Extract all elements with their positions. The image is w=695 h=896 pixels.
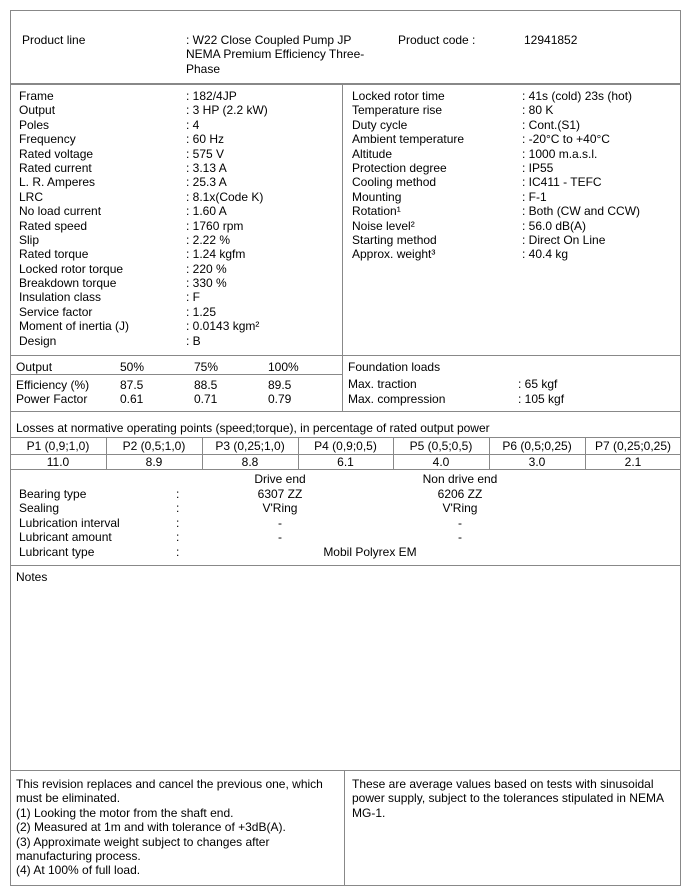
non-drive-end-value: - <box>458 530 462 545</box>
losses-table-top <box>10 437 681 438</box>
spec-label: Approx. weight³ <box>352 247 436 262</box>
spec-label: Rated speed <box>19 218 88 233</box>
bearing-label: Bearing type <box>19 487 87 501</box>
footer-left-notes: This revision replaces and cancel the previous one, which must be eliminated. (1) Looking the motor from the shaft end. (2) Measured at 1m and with tolerance of +3dB(A). (3) Approximate weight subject to changes after manufacturing process. (4) At 100% of full load. <box>16 777 323 878</box>
spec-value: : B <box>186 333 201 348</box>
power-factor-label: Power Factor <box>16 392 88 406</box>
non-drive-end-value: V'Ring <box>442 501 478 516</box>
spec-label: No load current <box>19 204 102 219</box>
spec-value: : 575 V <box>186 146 225 161</box>
spec-label: Mounting <box>352 189 402 204</box>
specs-right-values <box>522 89 640 262</box>
power-factor-75: 0.71 <box>194 392 218 406</box>
product-code-value: 12941852 <box>524 33 578 47</box>
bearing-colon: : <box>176 544 180 559</box>
bearing-colon: : <box>176 487 180 501</box>
spec-value: : 3.13 A <box>186 160 227 175</box>
spec-value: : 220 % <box>186 261 227 276</box>
performance-divider <box>342 355 343 412</box>
loss-point-name: P5 (0,5;0,5) <box>409 439 473 453</box>
spec-label: Service factor <box>19 304 93 319</box>
bearing-colon: : <box>176 501 180 516</box>
specs-left-labels <box>19 89 129 348</box>
spec-label: L. R. Amperes <box>19 175 96 190</box>
loss-point-name: P6 (0,5;0,25) <box>502 439 572 453</box>
spec-value: : 4 <box>186 117 200 132</box>
loss-point-value: 11.0 <box>46 455 70 469</box>
max-traction-value: : 65 kgf <box>518 377 558 391</box>
performance-output-label: Output <box>16 360 53 374</box>
spec-value: : 1.25 <box>186 304 217 319</box>
spec-value: : -20°C to +40°C <box>522 132 610 147</box>
spec-label: Locked rotor torque <box>19 261 124 276</box>
non-drive-end-value: - <box>458 515 462 530</box>
spec-label: Rotation¹ <box>352 204 401 219</box>
spec-label: Protection degree <box>352 160 447 175</box>
max-traction-label: Max. traction <box>348 377 417 391</box>
spec-label: Frame <box>19 89 54 103</box>
foundation-title: Foundation loads <box>348 360 441 374</box>
spec-value: : F <box>186 290 200 305</box>
spec-label: Rated current <box>19 160 92 175</box>
spec-value: : 0.0143 kgm² <box>186 319 260 334</box>
efficiency-label: Efficiency (%) <box>16 378 90 392</box>
performance-col-50: 50% <box>120 360 145 374</box>
loss-point-name: P3 (0,25;1,0) <box>215 439 285 453</box>
efficiency-100: 89.5 <box>268 378 292 392</box>
loss-point-value: 2.1 <box>624 455 642 469</box>
product-line-label: Product line <box>22 33 86 47</box>
spec-label: Breakdown torque <box>19 276 117 291</box>
bearing-label: Lubrication interval <box>19 515 120 530</box>
loss-point-name: P7 (0,25;0,25) <box>594 439 672 453</box>
power-factor-50: 0.61 <box>120 392 144 406</box>
spec-value: : 1.60 A <box>186 204 227 219</box>
product-line-value: : W22 Close Coupled Pump JP NEMA Premium Efficiency Three- Phase <box>186 33 365 76</box>
spec-value: : 40.4 kg <box>522 247 569 262</box>
spec-label: Temperature rise <box>352 103 443 118</box>
spec-label: Locked rotor time <box>352 89 445 103</box>
drive-end-value: - <box>278 530 282 545</box>
loss-point-value: 4.0 <box>432 455 450 469</box>
non-drive-end-value: 6206 ZZ <box>437 487 483 501</box>
loss-point-name: P1 (0,9;1,0) <box>26 439 90 453</box>
drive-end-values <box>220 487 340 545</box>
spec-value: : 8.1x(Code K) <box>186 189 264 204</box>
power-factor-100: 0.79 <box>268 392 292 406</box>
spec-label: Rated torque <box>19 247 89 262</box>
spec-label: LRC <box>19 189 44 204</box>
spec-value: : Cont.(S1) <box>522 117 581 132</box>
spec-value: : 41s (cold) 23s (hot) <box>522 89 633 103</box>
efficiency-75: 88.5 <box>194 378 218 392</box>
max-compression-label: Max. compression <box>348 392 446 406</box>
spec-label: Frequency <box>19 132 76 147</box>
max-compression-value: : 105 kgf <box>518 392 565 406</box>
losses-table-bottom <box>10 469 681 470</box>
lubricant-type-value: Mobil Polyrex EM <box>323 544 417 559</box>
spec-label: Ambient temperature <box>352 132 465 147</box>
spec-value: : 60 Hz <box>186 132 225 147</box>
notes-title: Notes <box>16 570 48 584</box>
spec-value: : 25.3 A <box>186 175 227 190</box>
spec-value: : 80 K <box>522 103 554 118</box>
spec-label: Noise level² <box>352 218 415 233</box>
bearing-label: Sealing <box>19 501 60 516</box>
specs-divider <box>342 84 343 356</box>
footer-divider <box>344 770 345 886</box>
bearing-label: Lubricant amount <box>19 530 112 545</box>
notes-box <box>10 565 681 771</box>
drive-end-value: - <box>278 515 282 530</box>
spec-value: : 56.0 dB(A) <box>522 218 587 233</box>
spec-value: : IP55 <box>522 160 554 175</box>
spec-label: Poles <box>19 117 50 132</box>
loss-point-value: 8.8 <box>241 455 259 469</box>
bearing-colons <box>176 487 179 559</box>
spec-label: Output <box>19 103 56 118</box>
spec-value: : 3 HP (2.2 kW) <box>186 103 268 118</box>
spec-value: : F-1 <box>522 189 547 204</box>
spec-value: : 2.22 % <box>186 232 231 247</box>
non-drive-end-header: Non drive end <box>422 472 498 486</box>
bearing-label: Lubricant type <box>19 544 95 559</box>
spec-label: Cooling method <box>352 175 437 190</box>
loss-point-value: 3.0 <box>528 455 546 469</box>
spec-value: : 330 % <box>186 276 227 291</box>
spec-value: : 1.24 kgfm <box>186 247 246 262</box>
drive-end-value: 6307 ZZ <box>257 487 303 501</box>
performance-box <box>10 355 681 412</box>
loss-point-value: 8.9 <box>145 455 163 469</box>
spec-label: Altitude <box>352 146 393 161</box>
product-code-label: Product code : <box>398 33 476 47</box>
specs-right-labels <box>352 89 464 262</box>
loss-point-name: P4 (0,9;0,5) <box>314 439 377 453</box>
loss-point-value: 6.1 <box>337 455 354 469</box>
spec-value: : Both (CW and CCW) <box>522 204 641 219</box>
spec-label: Design <box>19 333 57 348</box>
spec-label: Slip <box>19 232 40 247</box>
spec-label: Starting method <box>352 232 437 247</box>
specs-left-values <box>186 89 268 348</box>
bearing-labels <box>19 487 120 559</box>
non-drive-end-values <box>400 487 520 545</box>
drive-end-header: Drive end <box>254 472 306 486</box>
spec-label: Insulation class <box>19 290 102 305</box>
spec-value: : 1000 m.a.s.l. <box>522 146 598 161</box>
performance-col-75: 75% <box>194 360 219 374</box>
loss-point-name: P2 (0,5;1,0) <box>122 439 186 453</box>
bearing-colon: : <box>176 515 180 530</box>
spec-label: Rated voltage <box>19 146 94 161</box>
performance-header-rule <box>10 374 342 375</box>
spec-label: Moment of inertia (J) <box>19 319 130 334</box>
footer-right-notes: These are average values based on tests with sinusoidal power supply, subject to the tolerances stipulated in NEMA MG-1. <box>352 777 664 820</box>
drive-end-value: V'Ring <box>262 501 298 516</box>
bearing-colon: : <box>176 530 180 545</box>
spec-value: : 182/4JP <box>186 89 237 103</box>
spec-value: : IC411 - TEFC <box>522 175 602 190</box>
performance-col-100: 100% <box>268 360 299 374</box>
spec-value: : Direct On Line <box>522 232 606 247</box>
efficiency-50: 87.5 <box>120 378 144 392</box>
losses-title: Losses at normative operating points (speed;torque), in percentage of rated output power <box>16 421 490 435</box>
spec-label: Duty cycle <box>352 117 408 132</box>
spec-value: : 1760 rpm <box>186 218 244 233</box>
